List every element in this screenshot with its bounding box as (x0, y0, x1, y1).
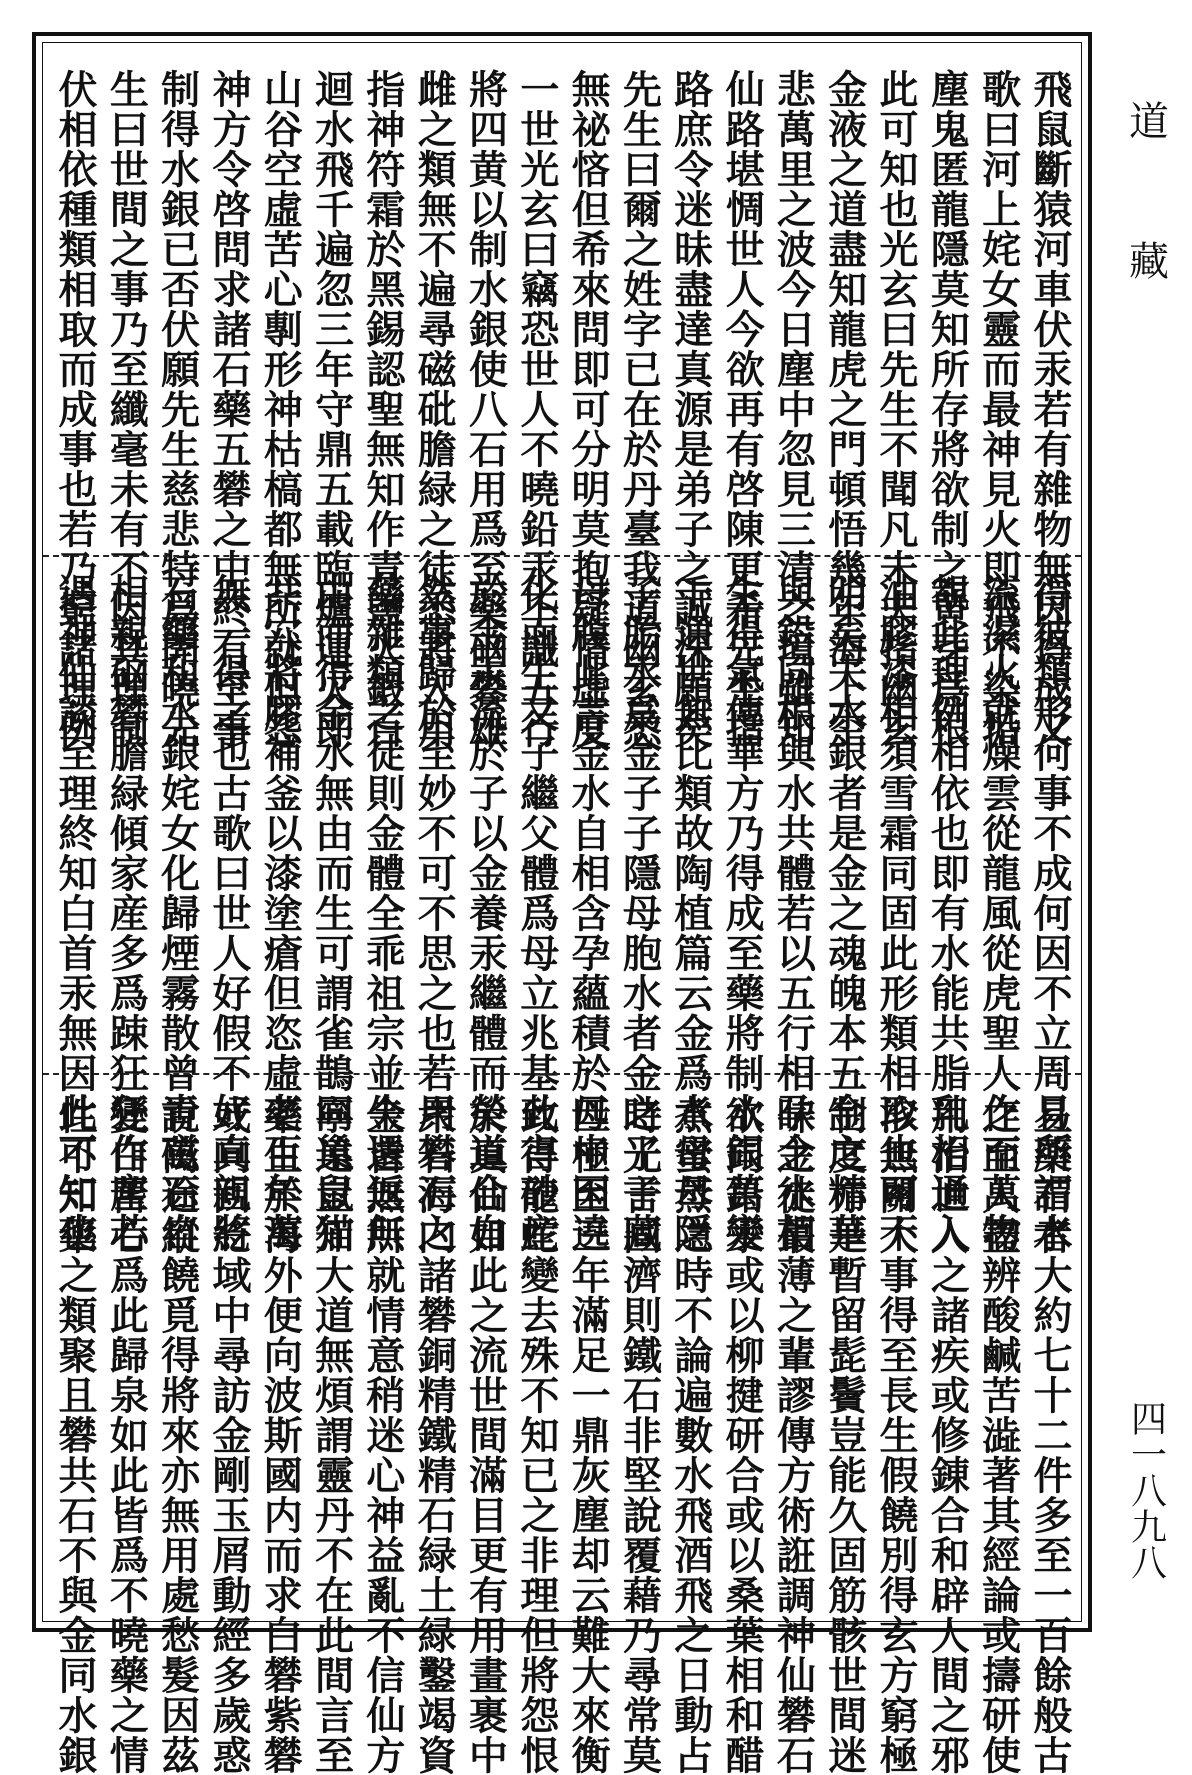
text-column: 得彼類形何事不成何因不立周易所謂水 (1026, 573, 1073, 1253)
text-column: 時光言固濟則鐵石非堅說覆藉乃尋常莫 (616, 1095, 663, 1775)
panel-middle (43, 563, 1081, 1253)
text-column: 迴水飛千遍忽三年守鼎五載臨爐運火即 (308, 69, 355, 749)
text-column: 子胎水爲金子子隱母胞水者金之子子藏 (616, 573, 663, 1253)
page-number: 四一八九八 (1125, 1400, 1167, 1580)
text-column: 仙路堪惆世人今欲再有啓陳更希先生指 (719, 69, 766, 749)
text-column: 用治世人之諸疾或修錬合和辟人間之邪 (924, 1095, 971, 1775)
text-column: 油膠漆相須雪霜同固此形類相取也可不 (873, 573, 919, 1253)
text-column: 生曰世間之事乃至纖毫未有不因其理制 (103, 69, 150, 749)
text-column: 沴無關大事得至長生假饒別得玄方窮極 (873, 1095, 919, 1775)
text-column: 匹極至三年滿足一鼎灰塵却云難大來衡 (565, 1095, 612, 1775)
text-column: 煮蜜蒸之時不論遍數水飛酒飛之日動占 (667, 1095, 714, 1775)
text-column: 此可知也光玄曰先生不聞凡未夫指幽玄 (873, 69, 919, 749)
text-column: 歌曰河上姹女靈而最神見火即飛不染垢 (975, 69, 1022, 749)
text-column: 昧之徒蕞薄之輩謬傳方術誑調神仙礬石 (770, 1095, 817, 1775)
text-column: 一世光玄曰竊恐世人不曉鉛汞不識五行 (513, 69, 560, 749)
columns-bottom (43, 1083, 1081, 1775)
text-column: 或向回紇域中尋訪金剛玉屑動經多歲惑 (205, 1095, 252, 1775)
text-column: 於真仙如此之流世間滿目更有用畫裹中 (462, 1095, 509, 1775)
text-column: 寧遠豈知大道無煩謂靈丹不在此間言至 (308, 1095, 355, 1775)
text-column: 制度亦是暫留髭鬢豈能久固筋骸世間迷 (821, 1095, 868, 1775)
text-column: 說萬途縱饒覓得將來亦無用處愁髮因茲 (154, 1095, 201, 1775)
text-column: 神方令啓問求諸石藥五礬之中終有至事 (205, 69, 252, 749)
text-column: 指神符霜於黑錫認聖無知作青鹽火鍛百 (359, 69, 406, 749)
section-divider (43, 1073, 1081, 1075)
text-column: 母腹此言金水自相含孕蘊積於母中因遶 (565, 573, 612, 1253)
text-column: 藥雜類之徒則金體全乖祖宗並失還返無 (359, 573, 406, 1253)
text-column: 由而得金水無由而生可謂雀鵲同巢鼠猫 (308, 573, 355, 1253)
text-column: 化而生又子繼父體爲母立兆基此言砂産 (513, 573, 560, 1253)
text-column: 將四黄以制水銀使八石用爲至藥硇礬雄 (462, 69, 509, 749)
text-column: 石藥和水銀姹女化歸煙霧散曾青磁石自 (154, 573, 201, 1253)
text-column: 共穴將膠補釜以漆塗瘡但恣虛老百年萬 (257, 573, 304, 1253)
text-column: 飛鼠斷猿河車伏汞若有雜物無因得成又 (1026, 69, 1073, 749)
text-column: 衆石海内諸礬銅精鐵精石緑土緑鑿竭資 (411, 1095, 458, 1775)
text-column: 性不知藥之類聚且礬共石不與金同水銀 (52, 1095, 98, 1775)
text-column: 欲同鉛汞或以柳揵研合或以桑葉相和醋 (719, 1095, 766, 1775)
text-area (42, 42, 1082, 1775)
text-column: 先生曰爾之姓字已在於丹臺我道幽玄悉 (616, 69, 663, 749)
text-column: 於金汞流於子以金養汞繼體而榮道合自 (462, 573, 509, 1253)
text-column: 然事歸於至妙不可不思之也若用礬石之 (411, 573, 458, 1253)
text-column: 生得氣傳華方乃得成至藥將制水銀萬變 (719, 573, 766, 1253)
page-border (32, 32, 1092, 1775)
text-column: 相親硇礬膽緑傾家産多爲踈狂狂作塵若 (103, 573, 150, 1253)
text-column: 流濕火就燥雲從龍風從虎聖人作而萬物 (975, 573, 1022, 1253)
text-column: 之至人盡辨酸鹹苦澁著其經論或擣研使 (975, 1095, 1022, 1775)
text-column: 金液之道盡知龍虎之門頓悟幾年海上空 (821, 69, 868, 749)
text-column: 遇神仙談至理終知白首汞無因此可知也 (52, 573, 98, 1253)
text-column: 變白苦心爲此歸泉如此皆爲不曉藥之情 (103, 1095, 150, 1775)
columns-top (43, 43, 1081, 749)
text-column: 無一得之也古歌曰世人好假不好真親將 (205, 573, 252, 1253)
text-column: 千通世無比類故陶植篇云金爲水母母隱 (667, 573, 714, 1253)
text-column: 明矣夫水銀者是金之魂魄本五金之精華 (821, 573, 868, 1253)
text-column: 雌之類無不遍尋磁砒膽緑之徒悉將入用 (411, 69, 458, 749)
panel-top (43, 43, 1081, 749)
panel-bottom (43, 1083, 1081, 1775)
text-column: 伏相依種類相取而成事也若乃窮諸理例 (52, 69, 98, 749)
text-column: 致得龍蛇變去殊不知已之非理但將怨恨 (513, 1095, 560, 1775)
text-column: 制得水銀已否伏願先生慈悲特爲開曉先 (154, 69, 201, 749)
text-column: 無祕悋但希來問即可分明莫抱疑情虛度 (565, 69, 612, 749)
text-column: 塵鬼匿龍隱莫知所存將欲制之黄芽爲根 (924, 69, 971, 749)
text-column: 且藥石者大約七十二件多至一百餘般古 (1026, 1095, 1073, 1775)
canon-title-char-1: 道 (1122, 100, 1169, 140)
canon-title-char-2: 藏 (1122, 240, 1169, 280)
text-column: 藥生於海外便向波斯國内而求白礬紫礬 (257, 1095, 304, 1775)
right-margin (1100, 0, 1192, 1663)
text-column: 路庶令迷昧盡達真源是弟子之誠深願矣 (667, 69, 714, 749)
text-column: 與鉛同根與水共體若以五行相孕金水相 (770, 573, 817, 1253)
columns-middle (43, 563, 1081, 1253)
section-divider (43, 555, 1081, 557)
text-column: 覩此理例相依也即有水能共脂乳相通入 (924, 573, 971, 1253)
text-column: 悲萬里之波今日塵中忽見三清之境雖知 (770, 69, 817, 749)
text-column: 金皆無所就情意稍迷心神益亂不信仙方 (359, 1095, 406, 1775)
text-column: 山谷空虛苦心剸形神枯槁都無所就但怨 (257, 69, 304, 749)
